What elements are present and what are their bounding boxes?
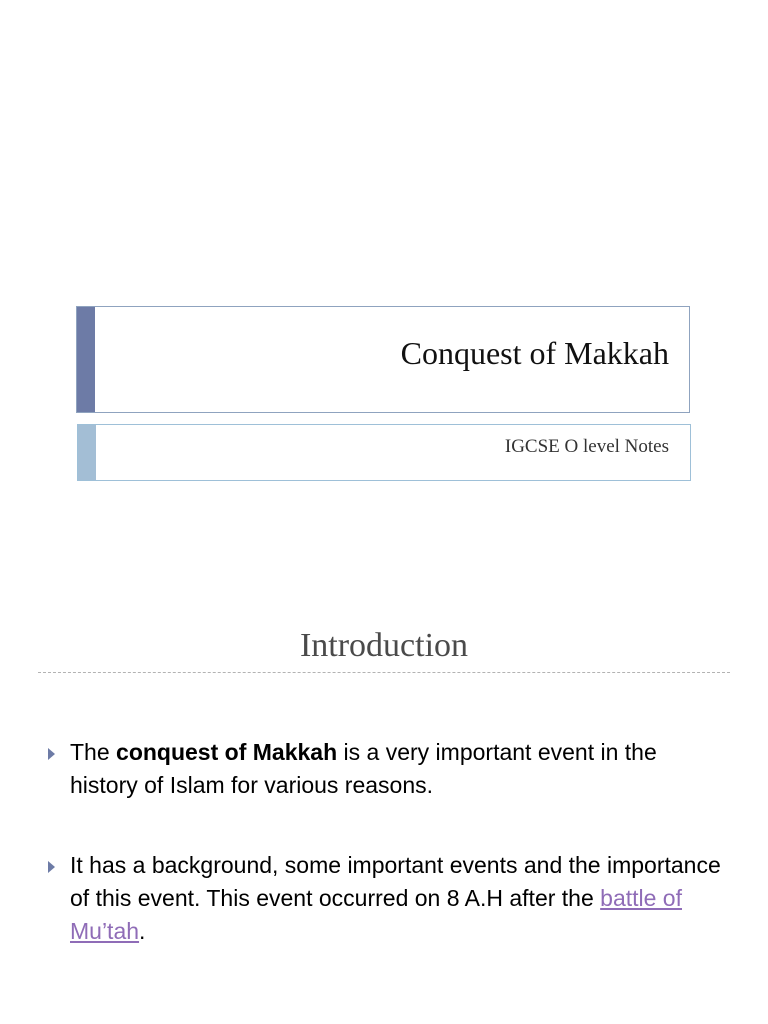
section-heading: Introduction xyxy=(299,627,469,664)
bullet-bold-term: conquest of Makkah xyxy=(116,739,338,765)
battle-of-mutah-link[interactable]: battle of Mu’tah xyxy=(70,885,682,944)
title-accent-bar xyxy=(77,307,95,412)
bullet-suffix: . xyxy=(139,918,146,944)
bullet-prefix: It has a background, some important events and the importance of this event. This event occurred on 8 A.H after the xyxy=(70,852,721,911)
title-box xyxy=(76,306,690,413)
page-title: Conquest of Makkah xyxy=(400,335,669,371)
section-divider xyxy=(38,672,730,673)
bullet-text xyxy=(70,849,728,948)
bullet-arrow-icon xyxy=(48,861,55,873)
bullet-prefix: The xyxy=(70,739,117,765)
bullet-text xyxy=(70,736,728,802)
subtitle-box xyxy=(77,424,691,481)
bullet-arrow-icon xyxy=(48,748,55,760)
bullet-suffix: is a very important event in the history of Islam for various reasons. xyxy=(70,739,657,798)
bullet-item xyxy=(48,849,728,948)
subtitle-accent-bar xyxy=(78,425,96,480)
bullet-item xyxy=(48,736,728,802)
page-subtitle: IGCSE O level Notes xyxy=(504,436,669,457)
